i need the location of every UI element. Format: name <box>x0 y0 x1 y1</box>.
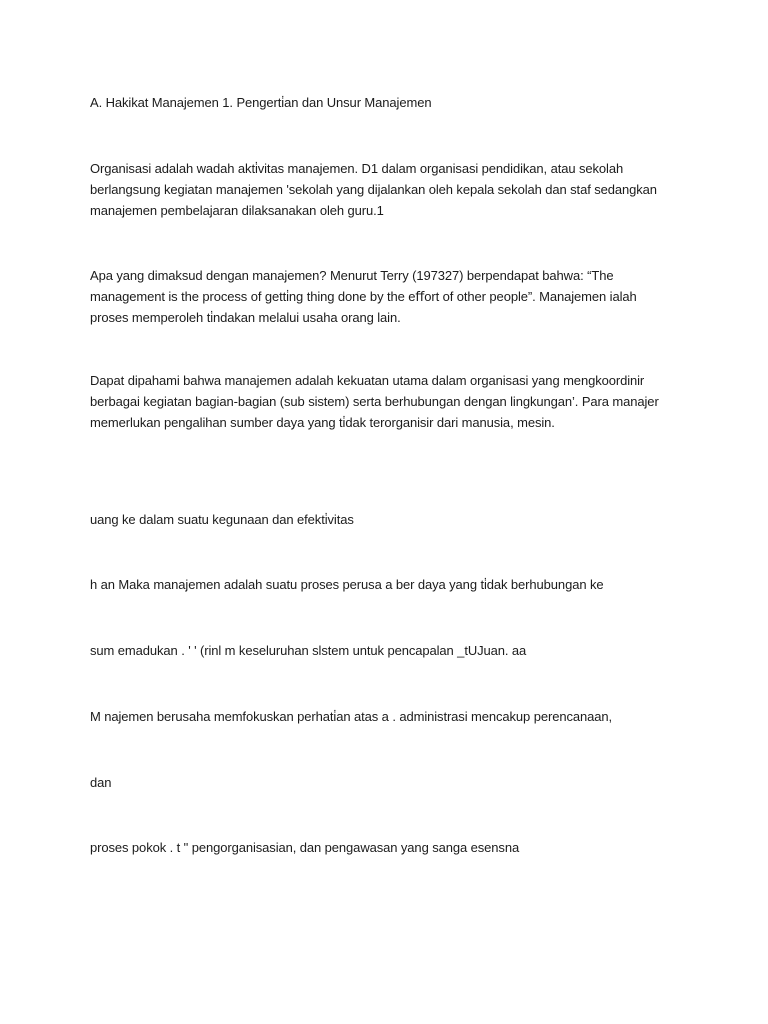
paragraph-organisasi <box>90 158 690 221</box>
paragraph-fragment-1 <box>90 509 690 530</box>
text-line: Apa yang dimaksud dengan manajemen? Menurut Terry (197327) berpendapat bahwa: “The <box>90 268 614 283</box>
text-line: berbagai kegiatan bagian-bagian (sub sistem) serta berhubungan dengan lingkungan’. Para manajer <box>90 394 659 409</box>
document-heading <box>90 92 690 113</box>
text-line: h an Maka manajemen adalah suatu proses perusa a ber daya yang ti̇dak berhubungan ke <box>90 577 604 592</box>
paragraph-fragment-3 <box>90 640 690 661</box>
paragraph-fragment-6 <box>90 837 690 858</box>
text-line: sum emadukan . ' ' (rinl m keseluruhan slstem untuk pencapalan _tUJuan. aa <box>90 643 527 658</box>
text-line: manajemen pembelajaran dilaksanakan oleh guru.1 <box>90 203 384 218</box>
paragraph-kekuatan-utama <box>90 370 690 433</box>
heading-text: A. Hakikat Manajemen 1. Pengerti̇an dan Unsur Manajemen <box>90 95 432 110</box>
text-line: M najemen berusaha memfokuskan perhati̇an atas a . administrasi mencakup perencanaan, <box>90 709 613 724</box>
text-line: dan <box>90 775 112 790</box>
text-line: berlangsung kegiatan manajemen 'sekolah yang dijalankan oleh kepala sekolah dan staf sedangkan <box>90 182 657 197</box>
text-line: proses pokok . t " pengorganisasian, dan pengawasan yang sanga esensna <box>90 840 520 855</box>
paragraph-fragment-2 <box>90 574 690 595</box>
text-line: management is the process of getti̇ng thing done by the eﬀort of other people”. Manajemen ialah <box>90 289 637 304</box>
text-line: Organisasi adalah wadah akti̇vitas manajemen. D1 dalam organisasi pendidikan, atau sekolah <box>90 161 624 176</box>
text-line: uang ke dalam suatu kegunaan dan efekti̇vitas <box>90 512 354 527</box>
paragraph-fragment-5 <box>90 772 690 793</box>
paragraph-definisi-terry <box>90 265 690 328</box>
text-line: proses memperoleh ti̇ndakan melalui usaha orang lain. <box>90 310 401 325</box>
text-line: memerlukan pengalihan sumber daya yang ti̇dak terorganisir dari manusia, mesin. <box>90 415 555 430</box>
paragraph-fragment-4 <box>90 706 690 727</box>
text-line: Dapat dipahami bahwa manajemen adalah kekuatan utama dalam organisasi yang mengkoordinir <box>90 373 645 388</box>
